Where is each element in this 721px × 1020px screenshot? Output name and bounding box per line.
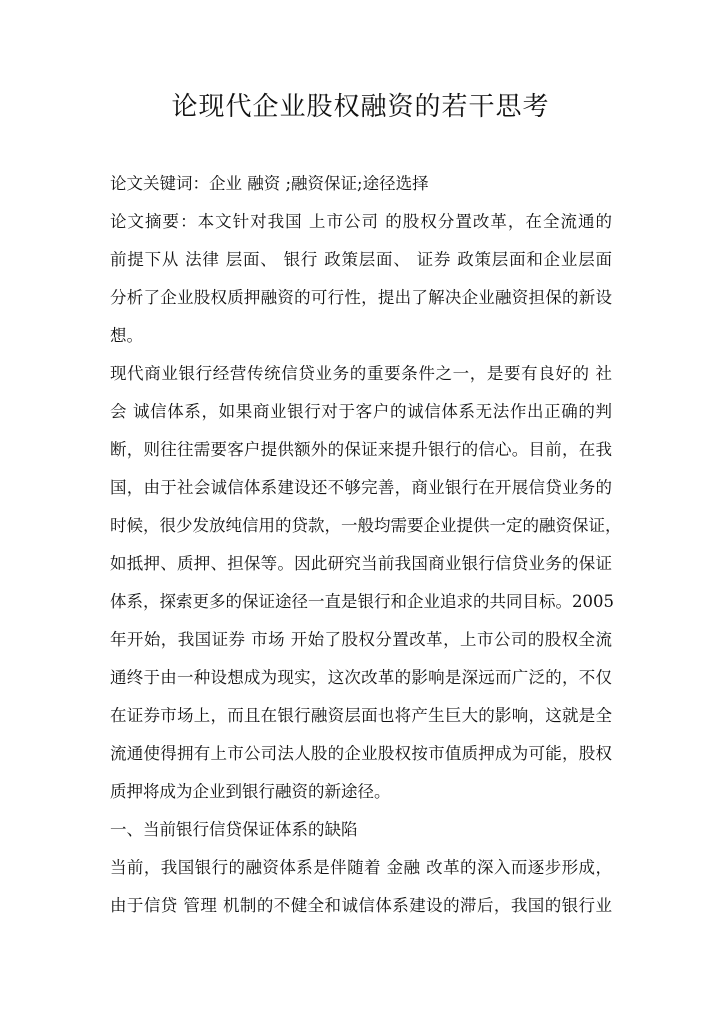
paragraph-line: 通终于由一种设想成为现实，这次改革的影响是深远而广泛的，不仅 [110, 668, 612, 687]
paragraph-line: 质押将成为企业到银行融资的新途径。 [110, 782, 391, 801]
paragraph-line: 体系，探索更多的保证途径一直是银行和企业追求的共同目标。2005 [110, 592, 614, 611]
paragraph-line: 流通使得拥有上市公司法人股的企业股权按市值质押成为可能，股权 [110, 744, 612, 763]
section-heading: 一、当前银行信贷保证体系的缺陷 [110, 820, 358, 839]
paragraph-line: 断，则往往需要客户提供额外的保证来提升银行的信心。目前，在我 [110, 440, 612, 459]
paragraph-line: 国，由于社会诚信体系建设还不够完善，商业银行在开展信贷业务的 [110, 478, 612, 497]
paragraph-line: 会 诚信体系，如果商业银行对于客户的诚信体系无法作出正确的判 [110, 402, 612, 421]
paragraph-line: 时候，很少发放纯信用的贷款，一般均需要企业提供一定的融资保证， [110, 516, 622, 535]
document-title: 论现代企业股权融资的若干思考 [171, 92, 550, 122]
paragraph-line: 由于信贷 管理 机制的不健全和诚信体系建设的滞后，我国的银行业 [110, 896, 612, 915]
paragraph-line: 如抵押、质押、担保等。因此研究当前我国商业银行信贷业务的保证 [110, 554, 612, 573]
abstract-line: 论文摘要：本文针对我国 上市公司 的股权分置改革，在全流通的 [110, 212, 612, 231]
keywords-line: 论文关键词：企业 融资 ;融资保证;途径选择 [110, 174, 429, 193]
abstract-line: 想。 [110, 326, 143, 345]
paragraph-line: 年开始，我国证券 市场 开始了股权分置改革，上市公司的股权全流 [110, 630, 612, 649]
abstract-line: 分析了企业股权质押融资的可行性，提出了解决企业融资担保的新设 [110, 288, 612, 307]
paragraph-line: 当前，我国银行的融资体系是伴随着 金融 改革的深入而逐步形成， [110, 858, 612, 877]
paragraph-line: 在证券市场上，而且在银行融资层面也将产生巨大的影响，这就是全 [110, 706, 612, 725]
paragraph-line: 现代商业银行经营传统信贷业务的重要条件之一，是要有良好的 社 [110, 364, 612, 383]
abstract-line: 前提下从 法律 层面、 银行 政策层面、 证券 政策层面和企业层面 [110, 250, 612, 269]
